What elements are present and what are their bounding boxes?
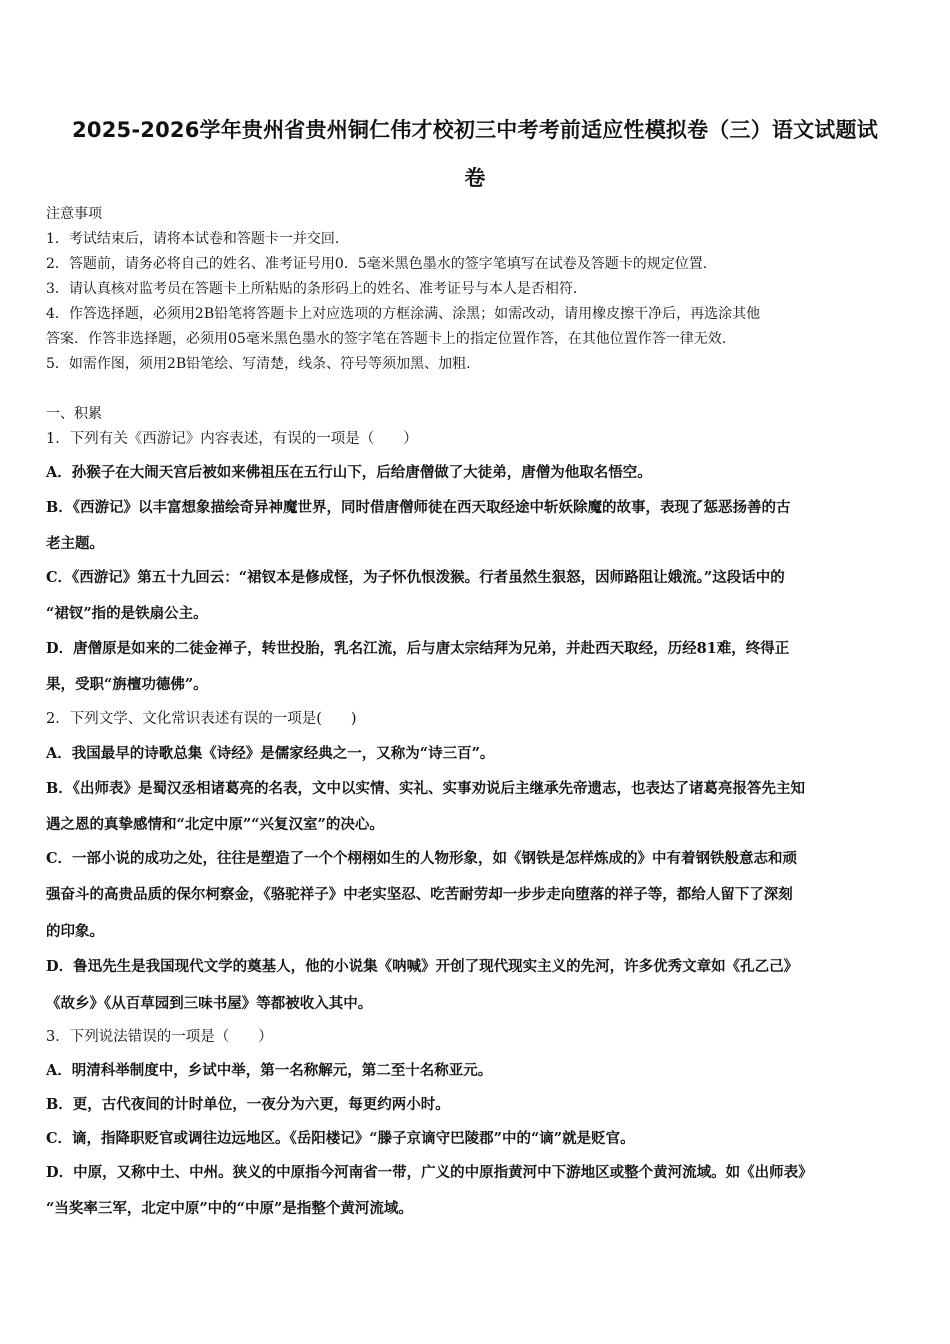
notice-line: 5．如需作图，须用2B铅笔绘、写清楚，线条、符号等须加黑、加粗. xyxy=(46,356,471,372)
q1-option-c: C．《西游记》第五十九回云：“裙钗本是修成怪，为子怀仇恨泼猴。行者虽然生狠怒，因师路阻让娥流。”这段话中的 xyxy=(46,569,785,586)
q1-option-c-cont: “裙钗”指的是铁扇公主。 xyxy=(46,605,208,622)
notice-line: 1．考试结束后，请将本试卷和答题卡一并交回. xyxy=(46,231,340,247)
question-2-stem: 2．下列文学、文化常识表述有误的一项是( ) xyxy=(46,711,357,727)
q3-option-d-cont: “当奖率三军，北定中原”中的“中原”是指整个黄河流域。 xyxy=(46,1200,413,1217)
q2-option-d-cont: 《故乡》《从百草园到三味书屋》等都被收入其中。 xyxy=(46,995,373,1012)
notice-line: 答案．作答非选择题，必须用05毫米黑色墨水的签字笔在答题卡上的指定位置作答，在其他位置作答一律无效. xyxy=(46,331,727,347)
exam-title-line1: 2025-2026学年贵州省贵州铜仁伟才校初三中考考前适应性模拟卷（三）语文试题试 xyxy=(72,118,878,142)
notice-line: 2．答题前，请务必将自己的姓名、准考证号用0．5毫米黑色墨水的签字笔填写在试卷及答题卡的规定位置. xyxy=(46,256,708,272)
q3-option-c: C．谪，指降职贬官或调往边远地区。《岳阳楼记》“滕子京谪守巴陵郡”中的“谪”就是贬官。 xyxy=(46,1130,635,1147)
q3-option-b: B．更，古代夜间的计时单位，一夜分为六更，每更约两小时。 xyxy=(46,1096,450,1113)
q2-option-b-cont: 遇之恩的真挚感情和“北定中原”“兴复汉室”的决心。 xyxy=(46,816,384,833)
q2-option-d: D．鲁迅先生是我国现代文学的奠基人，他的小说集《呐喊》开创了现代现实主义的先河，许多优秀文章如《孔乙己》 xyxy=(46,958,799,975)
q1-option-d-cont: 果，受职“旃檀功德佛”。 xyxy=(46,676,208,693)
question-1-stem: 1．下列有关《西游记》内容表述，有误的一项是（ ） xyxy=(46,431,418,447)
q2-option-c-cont: 的印象。 xyxy=(46,923,104,940)
q1-option-a: A．孙猴子在大闹天宫后被如来佛祖压在五行山下，后给唐僧做了大徒弟，唐僧为他取名悟空。 xyxy=(46,464,652,481)
q2-option-c: C．一部小说的成功之处，往往是塑造了一个个栩栩如生的人物形象，如《钢铁是怎样炼成的》中有着钢铁般意志和顽 xyxy=(46,850,798,867)
q1-option-d: D．唐僧原是如来的二徒金禅子，转世投胎，乳名江流，后与唐太宗结拜为兄弟，并赴西天取经，历经81难，终得正 xyxy=(46,640,790,657)
section-heading: 一、积累 xyxy=(46,406,102,422)
q2-option-c-cont: 强奋斗的高贵品质的保尔柯察金，《骆驼祥子》中老实坚忍、吃苦耐劳却一步步走向堕落的祥子等，都给人留下了深刻 xyxy=(46,886,793,903)
q1-option-b: B．《西游记》以丰富想象描绘奇异神魔世界，同时借唐僧师徒在西天取经途中斩妖除魔的故事，表现了惩恶扬善的古 xyxy=(46,499,791,516)
q2-option-a: A．我国最早的诗歌总集《诗经》是儒家经典之一，又称为“诗三百”。 xyxy=(46,745,495,762)
question-3-stem: 3．下列说法错误的一项是（ ） xyxy=(46,1029,273,1045)
notice-line: 4．作答选择题，必须用2B铅笔将答题卡上对应选项的方框涂满、涂黑；如需改动，请用橡皮擦干净后，再选涂其他 xyxy=(46,306,761,322)
notice-line: 3．请认真核对监考员在答题卡上所粘贴的条形码上的姓名、准考证号与本人是否相符. xyxy=(46,281,578,297)
q1-option-b-cont: 老主题。 xyxy=(46,535,104,552)
q2-option-b: B．《出师表》是蜀汉丞相诸葛亮的名表，文中以实情、实礼、实事劝说后主继承先帝遗志，也表达了诸葛亮报答先主知 xyxy=(46,780,806,797)
notice-heading: 注意事项 xyxy=(46,206,102,222)
exam-title-line2: 卷 xyxy=(464,166,486,190)
q3-option-d: D．中原，又称中土、中州。狭义的中原指今河南省一带，广义的中原指黄河中下游地区或整个黄河流域。如《出师表》 xyxy=(46,1164,813,1181)
q3-option-a: A．明清科举制度中，乡试中举，第一名称解元，第二至十名称亚元。 xyxy=(46,1062,493,1079)
